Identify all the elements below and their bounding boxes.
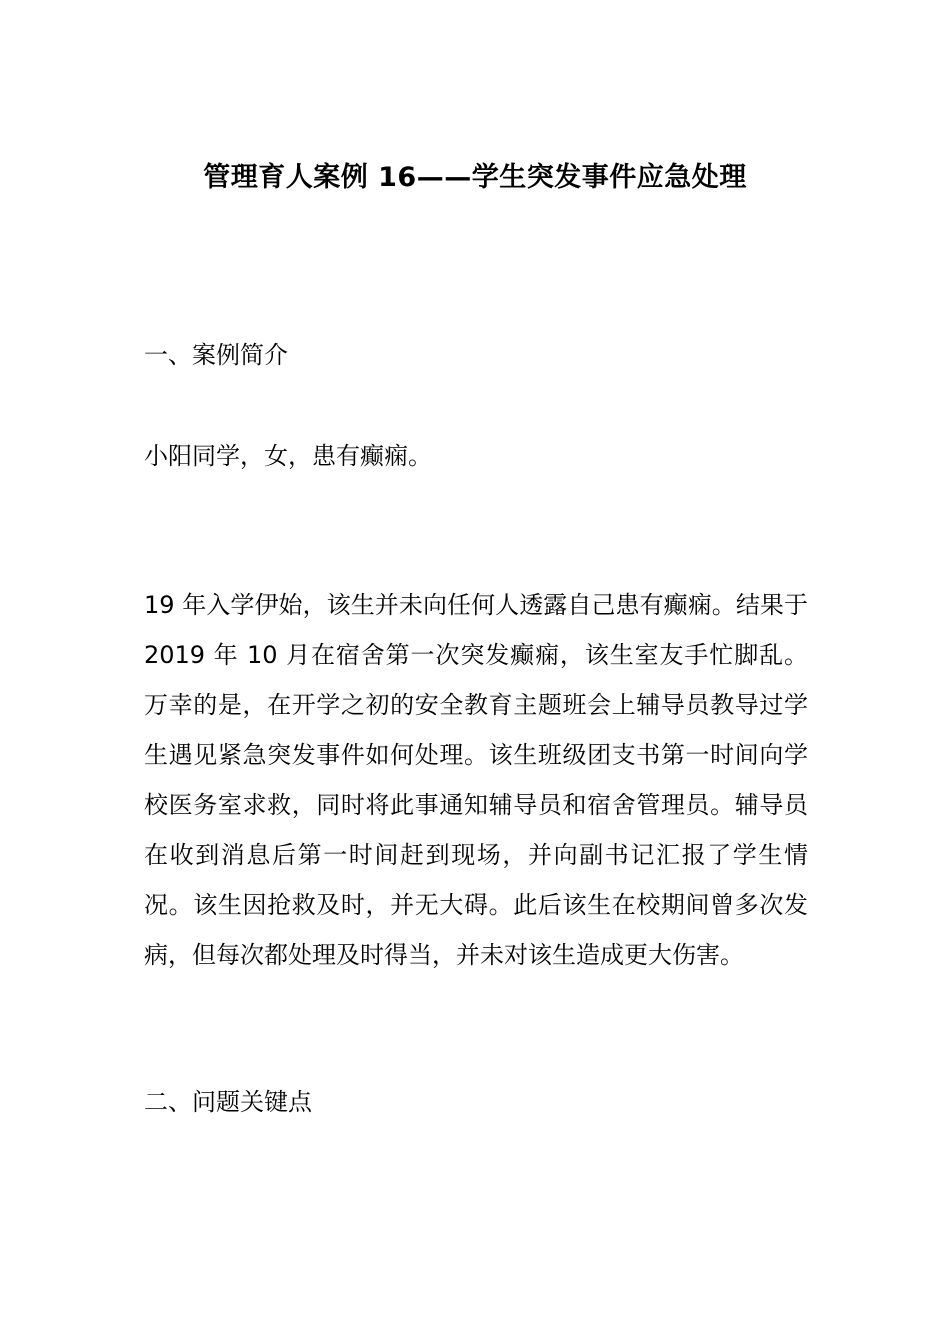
section-heading-key-issues: 二、问题关键点: [144, 1088, 312, 1116]
document-title: 管理育人案例 16——学生突发事件应急处理: [203, 162, 747, 193]
paragraph-student-intro: 小阳同学，女，患有癫痫。: [144, 442, 432, 470]
section-heading-case-intro: 一、案例简介: [144, 341, 288, 369]
paragraph-incident-description: 19 年入学伊始，该生并未向任何人透露自己患有癫痫。结果于 2019 年 10 月在宿舍第一次突发癫痫，该生室友手忙脚乱。万幸的是，在开学之初的安全教育主题班会上辅导员教导过学生遇见紧急突发事件如何处理。该生班级团支书第一时间向学校医务室求救，同时将此事通知辅导员和宿舍管理员。辅导员在收到消息后第一时间赶到现场，并向副书记汇报了学生情况。该生因抢救及时，并无大碍。此后该生在校期间曾多次发病，但每次都处理及时得当，并未对该生造成更大伤害。: [144, 591, 808, 969]
